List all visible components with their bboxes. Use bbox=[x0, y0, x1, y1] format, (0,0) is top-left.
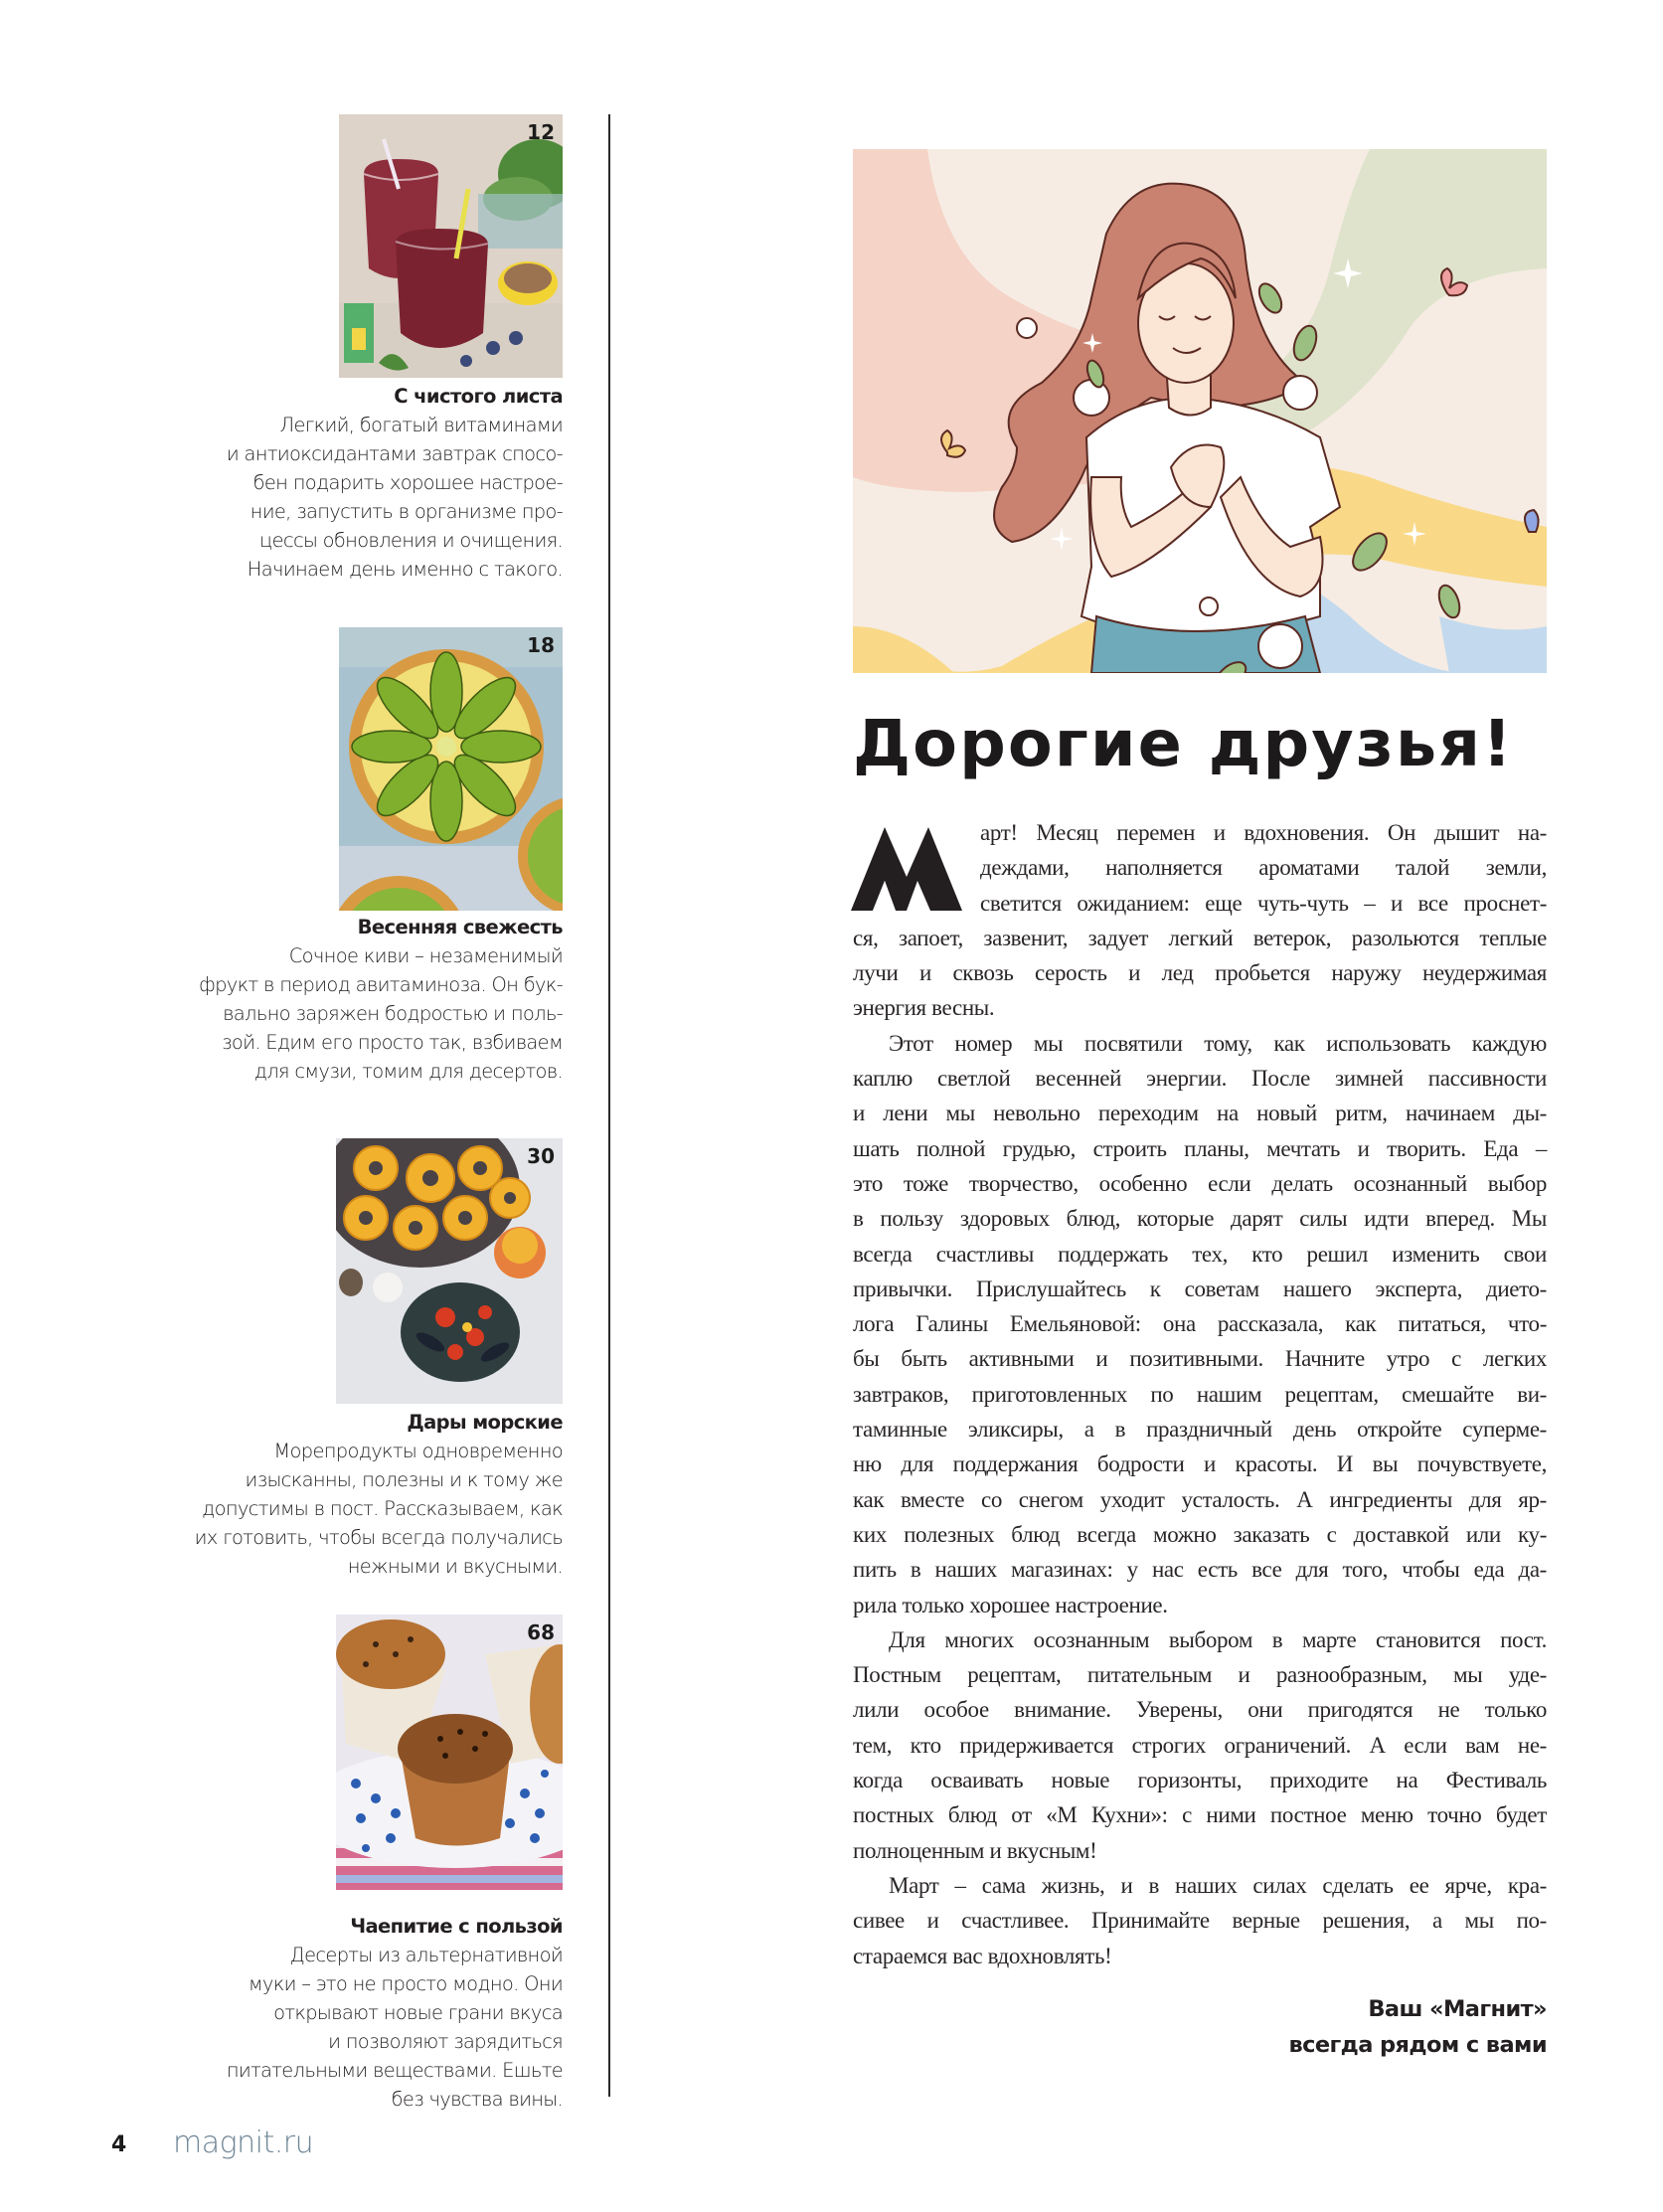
toc-card-kiwi[interactable] bbox=[189, 627, 563, 1085]
toc-card-seafood[interactable] bbox=[189, 1138, 563, 1578]
toc-card-muffin[interactable] bbox=[189, 1615, 563, 2111]
editorial-body: арт! Месяц перемен и вдохновения. Он дышит на- деждами, наполняется ароматами талой земли, светится ожиданием: еще чуть-чуть – и все проснет- ся, запоет, зазвенит, задует легкий ветерок, разольются теплые лучи и сквозь серость и лед пробьется наружу неудержимая энергия весны. Этот номер мы посвятили тому, как использовать каждую каплю светлой весенней энергии. После зимней пассивности и лени мы невольно переходим на новый ритм, начинаем ды- шать полной грудью, строить планы, мечтать и творить. Еда – это тоже творчество, особенно если делать осознанный выбор в пользу здоровых блюд, которые дарят силы идти вперед. Мы всегда счастливы поддержать тех, кто решил изменить свои привычки. Прислушайтесь к советам нашего эксперта, дието- лога Галины Емельяновой: она рассказала, как питаться, что- бы быть активными и позитивными. Начните утро с легких завтраков, приготовленных по нашим рецептам, смешайте ви- таминные эликсиры, а в праздничный день откройте суперме- ню для поддержания бодрости и красоты. И вы почувствуете, как вместе со снегом уходит усталость. А ингредиенты для яр- ких полезных блюд всегда можно заказать с доставкой или ку- пить в наших магазинах: у нас есть все для того, чтобы еда да- рила только хорошее настроение. Для многих осознанным выбором в марте становится пост. Постным рецептам, питательным и разнообразным, мы уде- лили особое внимание. Уверены, они пригодятся не только тем, кто придерживается строгих ограничений. А если вам не- когда осваивать новые горизонты, приходите на Фестиваль постных блюд от «М Кухни»: с ними постное меню точно будет полноценным и вкусным! Март – сама жизнь, и в наших силах сделать ее ярче, кра- сивее и счастливее. Принимайте верные решения, а мы по- стараемся вас вдохновлять! bbox=[853, 820, 1547, 1968]
page-number-badge: 12 bbox=[527, 120, 555, 144]
page-number: 4 bbox=[111, 2132, 127, 2157]
site-link[interactable]: magnit.ru bbox=[173, 2126, 314, 2160]
signature bbox=[1288, 1991, 1547, 2063]
spring-illustration bbox=[853, 149, 1547, 673]
toc-card-smoothie[interactable] bbox=[189, 114, 563, 581]
column-divider bbox=[608, 114, 610, 2097]
page-number-badge: 30 bbox=[527, 1144, 555, 1168]
muffin-photo[interactable] bbox=[336, 1615, 563, 1890]
toc-description: Десерты из альтернативной муки – это не просто модно. Они открывают новые грани вкуса и позволяют зарядиться питательными веществами. Ешьте без чувства вины. bbox=[226, 1944, 563, 2111]
page-number-badge: 18 bbox=[527, 633, 555, 657]
seafood-photo[interactable] bbox=[336, 1138, 563, 1404]
kiwi-tart-photo[interactable] bbox=[339, 627, 563, 911]
toc-title[interactable]: Дары морские bbox=[407, 1411, 563, 1434]
toc-description: Сочное киви – незаменимый фрукт в период авитаминоза. Он бук- вально заряжен бодростью и поль- зой. Едим его просто так, взбиваем для смузи, томим для десертов. bbox=[199, 944, 563, 1083]
toc-description: Легкий, богатый витаминами и антиоксидантами завтрак спосо- бен подарить хорошее настрое- ние, запустить в организме про- цессы обновления и очищения. Начинаем день именно с такого. bbox=[226, 414, 563, 581]
toc-description: Морепродукты одновременно изысканны, полезны и к тому же допустимы в пост. Рассказываем, как их готовить, чтобы всегда получались нежными и вкусными. bbox=[194, 1440, 563, 1578]
smoothie-photo[interactable] bbox=[339, 114, 563, 378]
toc-title[interactable]: Весенняя свежесть bbox=[357, 916, 563, 938]
page-title: Дорогие друзья! bbox=[853, 708, 1514, 781]
toc-title[interactable]: С чистого листа bbox=[394, 385, 563, 408]
signature-line-1: Ваш «Магнит» bbox=[1368, 1996, 1547, 2022]
signature-line-2: всегда рядом с вами bbox=[1288, 2032, 1547, 2058]
toc-title[interactable]: Чаепитие с пользой bbox=[350, 1915, 563, 1938]
page-number-badge: 68 bbox=[527, 1620, 555, 1644]
